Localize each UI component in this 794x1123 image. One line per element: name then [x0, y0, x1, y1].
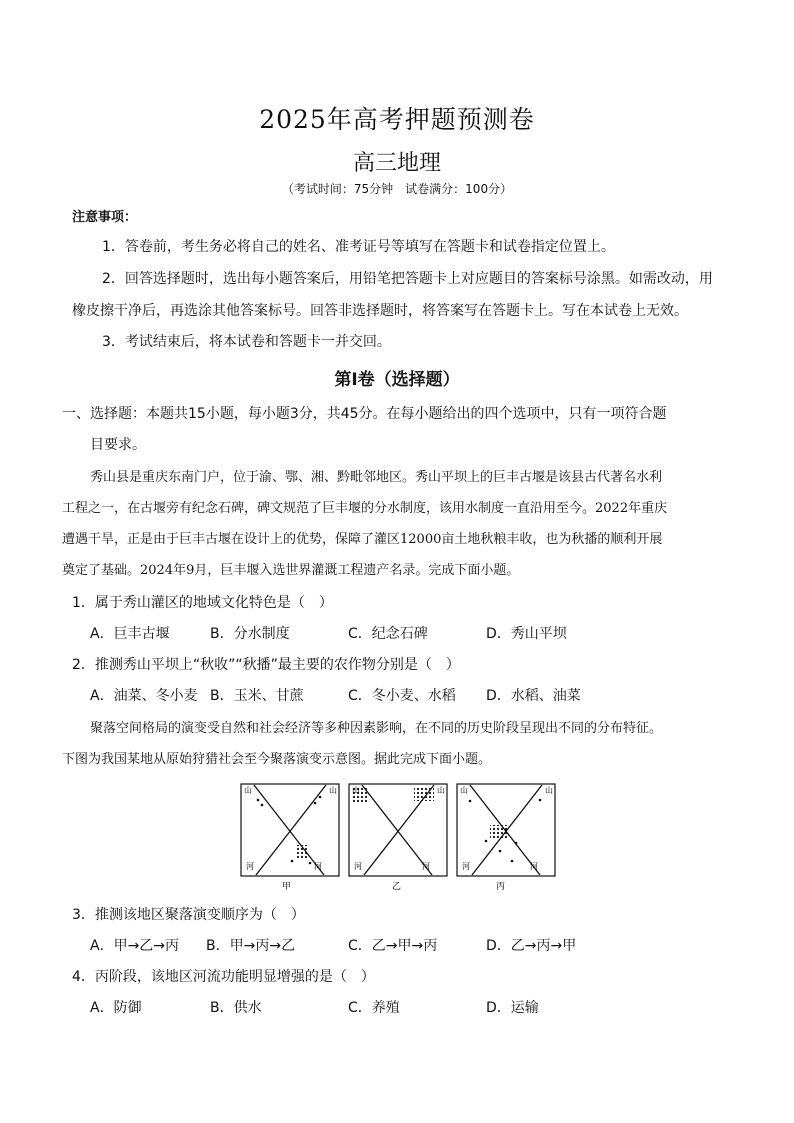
- mountain-label: 山: [244, 786, 252, 795]
- option-d[interactable]: D．秀山平坝: [486, 626, 567, 642]
- settlement-diagram: [240, 783, 560, 895]
- option-c[interactable]: C．乙→甲→丙: [348, 938, 438, 954]
- option-d[interactable]: D．乙→丙→甲: [486, 938, 577, 954]
- option-c[interactable]: C．纪念石碑: [348, 626, 428, 642]
- river-label: 河: [246, 862, 254, 871]
- passage-line: 工程之一，在古堰旁有纪念石碑，碑文规范了巨丰堰的分水制度，该用水制度一直沿用至今。2022年重庆: [62, 501, 668, 516]
- section-title: 第Ⅰ卷（选择题）: [334, 370, 460, 390]
- passage-line: 聚落空间格局的演变受自然和社会经济等多种因素影响，在不同的历史阶段呈现出不同的分布特征。: [90, 721, 663, 736]
- passage-line: 遭遇干旱，正是由于巨丰古堰在设计上的优势，保障了灌区12000亩土地秋粮丰收，也为秋播的顺利开展: [62, 532, 663, 547]
- question-stem: 2．推测秀山平坝上“秋收”“秋播”最主要的农作物分别是（ ）: [72, 657, 460, 673]
- question-stem: 4．丙阶段，该地区河流功能明显增强的是（ ）: [72, 969, 375, 985]
- river-label: 河: [314, 862, 322, 871]
- panel-caption: 乙: [392, 882, 402, 892]
- part-intro: 目要求。: [90, 437, 146, 453]
- passage-line: 下图为我国某地从原始狩猎社会至今聚落演变示意图。据此完成下面小题。: [62, 752, 492, 767]
- notice-line: 2．回答选择题时，选出每小题答案后，用铅笔把答题卡上对应题目的答案标号涂黑。如需改动，用: [102, 271, 713, 287]
- notice-heading: 注意事项：: [72, 210, 138, 225]
- option-c[interactable]: C．冬小麦、水稻: [348, 688, 456, 704]
- option-a[interactable]: A．防御: [90, 1000, 142, 1016]
- question-stem: 1．属于秀山灌区的地域文化特色是（ ）: [72, 595, 333, 611]
- river-label: 河: [354, 862, 362, 871]
- exam-info: （考试时间：75分钟 试卷满分：100分）: [281, 182, 513, 196]
- option-d[interactable]: D．水稻、油菜: [486, 688, 581, 704]
- part-intro: 一、选择题：本题共15小题，每小题3分，共45分。在每小题给出的四个选项中，只有一项符合题: [62, 406, 667, 422]
- option-a[interactable]: A．巨丰古堰: [90, 626, 170, 642]
- notice-line: 1．答卷前，考生务必将自己的姓名、准考证号等填写在答题卡和试卷指定位置上。: [102, 239, 615, 255]
- mountain-label: 山: [460, 786, 468, 795]
- mountain-label: 山: [437, 786, 445, 795]
- option-d[interactable]: D．运输: [486, 1000, 539, 1016]
- river-label: 河: [530, 862, 538, 871]
- option-a[interactable]: A．甲→乙→丙: [90, 938, 180, 954]
- option-b[interactable]: B．甲→丙→乙: [206, 938, 296, 954]
- passage-line: 奠定了基础。2024年9月，巨丰堰入选世界灌溉工程遗产名录。完成下面小题。: [62, 563, 520, 578]
- paper-title: 2025年高考押题预测卷: [259, 105, 535, 134]
- passage-line: 秀山县是重庆东南门户，位于渝、鄂、湘、黔毗邻地区。秀山平坝上的巨丰古堰是该县古代著名水利: [90, 470, 663, 485]
- question-stem: 3．推测该地区聚落演变顺序为（ ）: [72, 907, 305, 923]
- diagram-panel-bing: [457, 784, 555, 876]
- river-label: 河: [422, 862, 430, 871]
- option-b[interactable]: B．供水: [210, 1000, 262, 1016]
- mountain-label: 山: [329, 786, 337, 795]
- river-label: 河: [462, 862, 470, 871]
- panel-caption: 甲: [282, 882, 292, 892]
- notice-line: 橡皮擦干净后，再选涂其他答案标号。回答非选择题时，将答案写在答题卡上。写在本试卷上无效。: [72, 303, 688, 319]
- panel-caption: 丙: [496, 882, 506, 892]
- option-c[interactable]: C．养殖: [348, 1000, 400, 1016]
- option-a[interactable]: A．油菜、冬小麦: [90, 688, 198, 704]
- mountain-label: 山: [545, 786, 553, 795]
- diagram-panel-yi: [349, 784, 447, 876]
- option-b[interactable]: B．分水制度: [210, 626, 290, 642]
- diagram-panel-jia: [241, 784, 339, 876]
- paper-subtitle: 高三地理: [352, 151, 441, 176]
- notice-line: 3．考试结束后，将本试卷和答题卡一并交回。: [102, 334, 391, 350]
- option-b[interactable]: B．玉米、甘蔗: [210, 688, 304, 704]
